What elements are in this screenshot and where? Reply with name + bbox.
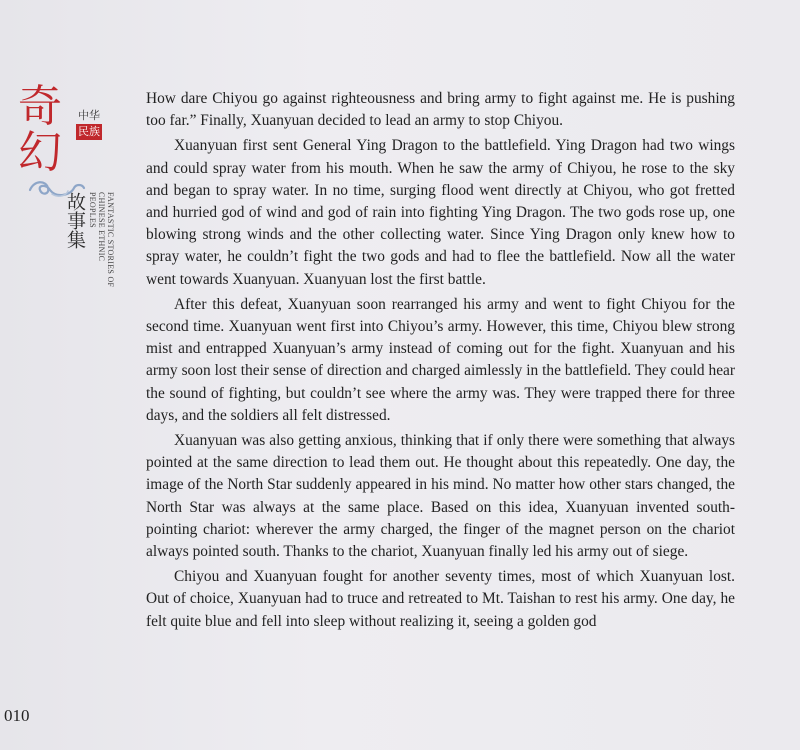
paragraph: How dare Chiyou go against righteousness and bring army to fight against me. He is pushing too far.” Finally, Xuanyuan decided to lead an army to stop Chiyou. (146, 90, 735, 130)
seal-top-text: 中华 (78, 109, 100, 122)
paragraph: Chiyou and Xuanyuan fought for another seventy times, most of which Xuanyuan lost. Out of choice, Xuanyuan had to truce and retreated to Mt. Taishan to rest his army. One day, he felt quite blue and fell into sleep without realizing it, seeing a golden god (146, 568, 735, 630)
seal-box-text: 民族 (78, 125, 100, 138)
paragraph: Xuanyuan first sent General Ying Dragon to the battlefield. Ying Dragon had two wings and could spray water from his mouth. When he saw the army of Chiyou, he rose to the sky and began to spray water. In no time, surging flood went directly at Chiyou, who got fretted and hurried god of wind and god of rain into fighting Ying Dragon. The two gods rose up, one blowing strong winds and the other collecting water. Since Ying Dragon only knew how to spray water, he couldn’t fight the two gods and had to flee the battlefield. Now all the water went towards Xuanyuan. Xuanyuan lost the first battle. (146, 137, 735, 288)
emblem-english-line: FANTASTIC STORIES OF (106, 192, 115, 288)
emblem-english-title (88, 192, 115, 392)
page-number: 010 (4, 706, 30, 725)
emblem-subtitle: 故事集 (64, 192, 86, 249)
series-emblem (8, 80, 138, 310)
paragraph: After this defeat, Xuanyuan soon rearranged his army and went to fight Chiyou for the second time. Xuanyuan went first into Chiyou’s army. However, this time, Chiyou blew strong mist and entrapped Xuanyuan’s army instead of coming out for the fight. Xuanyuan and his army soon lost their sense of direction and charged aimlessly in the battlefield. They could hear the sound of fighting, but couldn’t see where the army was. They were trapped there for three days, and the soldiers all felt distressed. (146, 295, 735, 424)
story-text (146, 88, 735, 636)
emblem-english-line: CHINESE ETHNIC (97, 192, 106, 262)
paragraph: Xuanyuan was also getting anxious, thinking that if only there were something that always pointed at the same direction to lead them out. He thought about this repeatedly. One day, the image of the North Star suddenly appeared in his mind. No matter how other stars changed, the North Star was always at the same place. Based on this idea, Xuanyuan invented south-pointing chariot: wherever the army charged, the finger of the magnet person on the chariot always pointed south. Thanks to the chariot, Xuanyuan finally led his army out of siege. (146, 432, 735, 561)
emblem-english-line: PEOPLES (88, 192, 97, 228)
emblem-title: 奇幻 (18, 81, 64, 178)
emblem-seal (76, 110, 102, 140)
